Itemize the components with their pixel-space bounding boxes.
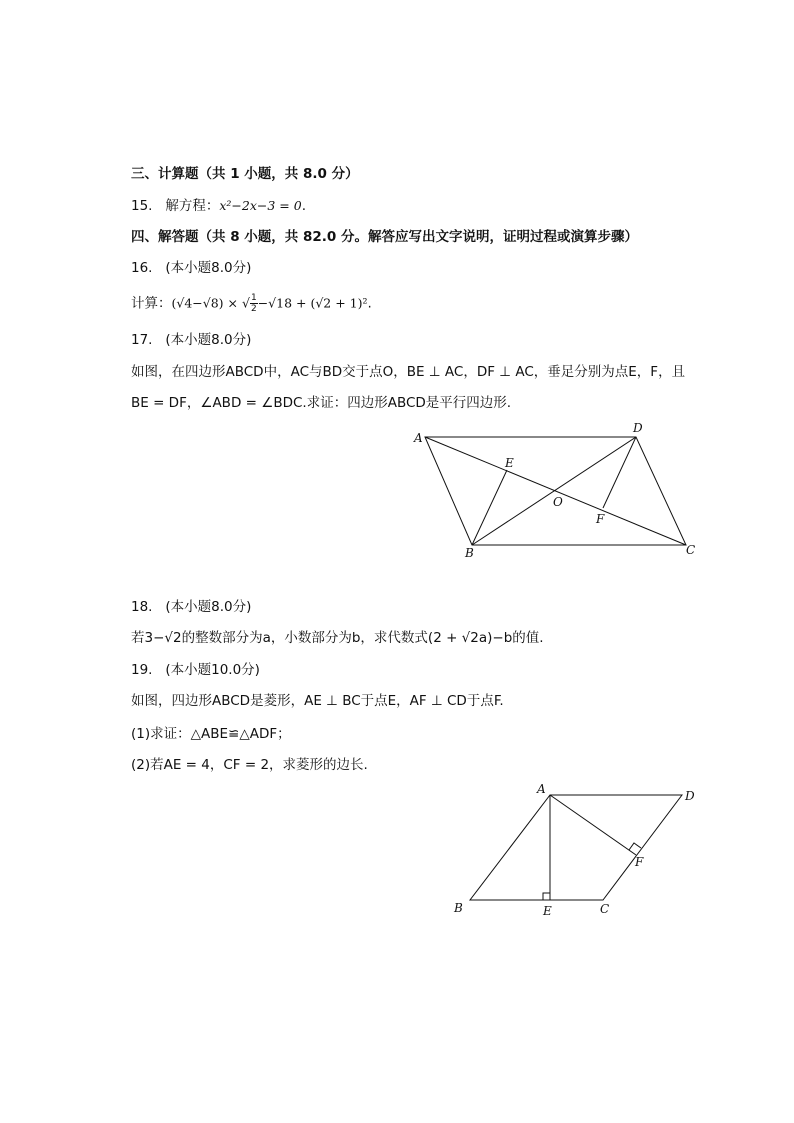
- question-16-text: 计算：: [131, 295, 172, 312]
- label-d: D: [633, 421, 643, 435]
- section-4-header: 四、解答题（共 8 小题，共 82.0 分。解答应写出文字说明，证明过程或演算步骤）: [131, 229, 639, 245]
- question-19-number: 19.: [131, 662, 153, 678]
- label-c: C: [686, 543, 696, 557]
- label-c: C: [600, 902, 610, 916]
- question-15-equation: x²−2x−3 = 0: [219, 198, 302, 213]
- question-19-heading: [131, 660, 260, 680]
- parallelogram-figure: [400, 415, 710, 565]
- question-19-part-1: (1)求证：△ABE≌△ADF；: [131, 726, 291, 742]
- question-16-fraction: [250, 293, 258, 314]
- label-e: E: [505, 456, 514, 470]
- question-18-text: 若3−√2的整数部分为a，小数部分为b，求代数式(2 + √2a)−b的值.: [131, 630, 544, 646]
- question-17-meta: (本小题8.0分): [165, 332, 252, 348]
- question-15: [131, 196, 306, 216]
- diagonal-ac: [425, 437, 686, 545]
- fraction-numerator: 1: [250, 293, 257, 303]
- question-15-number: 15.: [131, 198, 153, 214]
- question-15-text: 解方程：: [165, 198, 220, 214]
- segment-af: [550, 795, 636, 855]
- question-17-line-2: BE = DF，∠ABD = ∠BDC.求证：四边形ABCD是平行四边形.: [131, 395, 512, 411]
- question-16-body: 计算：(√4−√8) × √ $\frac{1}{2}$ −√18 + (√2 + 1)².: [131, 293, 372, 314]
- question-17-number: 17.: [131, 332, 153, 348]
- label-e: E: [543, 904, 552, 918]
- label-o: O: [553, 495, 563, 509]
- question-17-heading: [131, 330, 251, 350]
- fraction-denominator: 2: [250, 304, 257, 314]
- question-15-period: .: [301, 198, 306, 214]
- label-f: F: [635, 855, 644, 869]
- label-d: D: [685, 789, 695, 803]
- question-16-expr-part2: −√18 + (√2 + 1)²: [257, 295, 368, 311]
- right-angle-mark-f: [629, 843, 641, 850]
- rhombus-figure: [440, 775, 710, 925]
- question-18-meta: (本小题8.0分): [165, 599, 252, 615]
- question-16-heading: [131, 258, 251, 278]
- question-16-meta: (本小题8.0分): [165, 260, 252, 276]
- section-3-header: 三、计算题（共 1 小题，共 8.0 分）: [131, 166, 359, 182]
- rhombus-abcd: [470, 795, 682, 900]
- label-b: B: [454, 901, 463, 915]
- question-16-number: 16.: [131, 260, 153, 276]
- label-b: B: [465, 546, 474, 560]
- question-17-line-1: 如图，在四边形ABCD中，AC与BD交于点O，BE ⊥ AC，DF ⊥ AC，垂足分别为点E，F，且: [131, 364, 686, 380]
- right-angle-mark-e: [543, 893, 550, 900]
- label-a: A: [537, 782, 546, 796]
- question-19-meta: (本小题10.0分): [165, 662, 260, 678]
- label-f: F: [596, 512, 605, 526]
- question-18-heading: [131, 597, 251, 617]
- question-19-part-2: (2)若AE = 4，CF = 2，求菱形的边长.: [131, 757, 368, 773]
- question-18-number: 18.: [131, 599, 153, 615]
- label-a: A: [414, 431, 423, 445]
- question-16-period: .: [367, 295, 372, 312]
- question-19-line-1: 如图，四边形ABCD是菱形，AE ⊥ BC于点E，AF ⊥ CD于点F.: [131, 693, 504, 709]
- question-16-expr-part1: (√4−√8) ×: [171, 295, 242, 311]
